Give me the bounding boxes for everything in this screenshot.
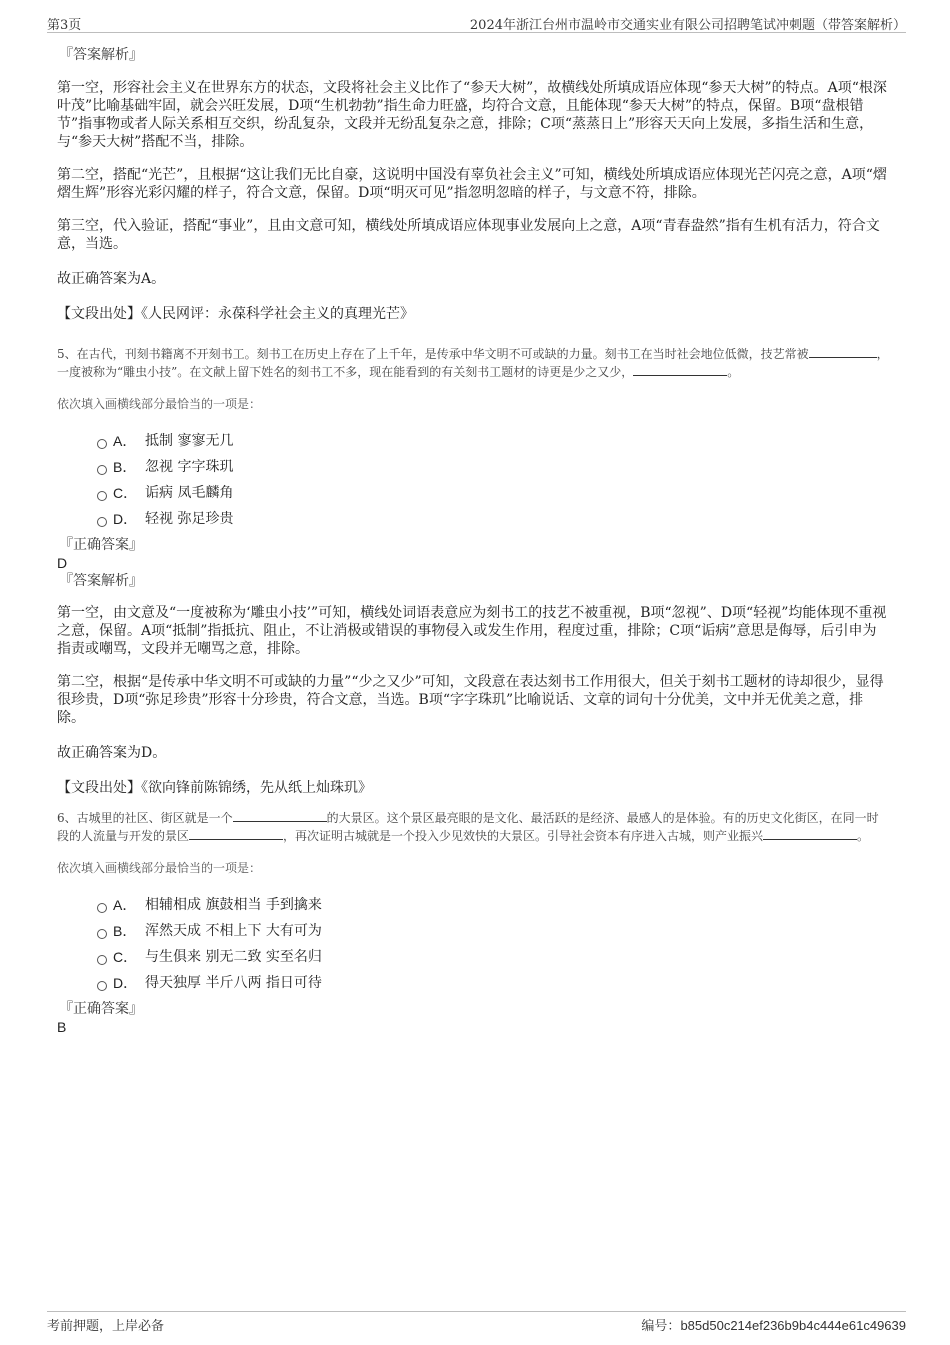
- radio-button[interactable]: [97, 517, 107, 527]
- page-number: 第3页: [47, 18, 82, 33]
- options-list: [57, 894, 889, 998]
- options-list: [57, 430, 889, 534]
- page-footer: [47, 1311, 906, 1334]
- question-text: 5、在古代，刊刻书籍离不开刻书工。刻书工在历史上存在了上千年，是传承中华文明不可或缺的力量。刻书工在当时社会地位低微，技艺常被: [57, 347, 809, 361]
- question-text: 。: [857, 829, 870, 843]
- analysis-paragraph: 第二空，搭配“光芒”，且根据“这让我们无比自豪，这说明中国没有辜负社会主义”可知，横线处所填成语应体现光芒闪亮之意，A项“熠熠生辉”形容光彩闪耀的样子，符合文意，保留。D项“明灭可见”指忽明忽暗的样子，与文意不符，排除。: [57, 167, 887, 201]
- option-text: 轻视 弥足珍贵: [145, 511, 234, 527]
- correct-answer-label: 『正确答案』: [59, 537, 143, 553]
- passage-source: 【文段出处】《欲向锋前陈锦绣，先从纸上灿珠玑》: [57, 780, 372, 796]
- option-b[interactable]: [57, 456, 889, 482]
- option-letter: B．: [113, 923, 137, 939]
- option-c[interactable]: [57, 946, 889, 972]
- option-text: 得天独厚 半斤八两 指日可待: [145, 975, 322, 991]
- passage-source: 【文段出处】《人民网评：永葆科学社会主义的真理光芒》: [57, 306, 414, 322]
- option-text: 相辅相成 旗鼓相当 手到擒来: [145, 897, 322, 913]
- radio-button[interactable]: [97, 491, 107, 501]
- option-d[interactable]: [57, 508, 889, 534]
- radio-button[interactable]: [97, 439, 107, 449]
- question-stem: [57, 809, 889, 845]
- option-letter: D．: [113, 975, 138, 991]
- answer-blank: [763, 827, 857, 840]
- radio-button[interactable]: [97, 981, 107, 991]
- option-a[interactable]: [57, 430, 889, 456]
- option-d[interactable]: [57, 972, 889, 998]
- option-letter: A．: [113, 433, 137, 449]
- document-title: 2024年浙江台州市温岭市交通实业有限公司招聘笔试冲刺题（带答案解析）: [469, 18, 906, 33]
- option-text: 忽视 字字珠玑: [145, 459, 234, 475]
- conclusion: 故正确答案为D。: [57, 745, 167, 761]
- question-text: 。: [727, 365, 740, 379]
- question-text: ，一度被称为“雕虫小技”。在文献上留下姓名的刻书工不多，现在能看到的有关刻书工题材的诗更是少之又少，: [57, 347, 889, 379]
- answer-blank: [633, 363, 727, 376]
- option-a[interactable]: [57, 894, 889, 920]
- question-text: ，再次证明古城就是一个投入少见效快的大景区。引导社会资本有序进入古城，则产业振兴: [283, 829, 764, 843]
- correct-answer: B: [57, 1019, 67, 1035]
- option-c[interactable]: [57, 482, 889, 508]
- analysis-label: 『答案解析』: [59, 47, 143, 63]
- analysis-paragraph: 第三空，代入验证，搭配“事业”，且由文意可知，横线处所填成语应体现事业发展向上之意，A项“青春盎然”指有生机有活力，符合文意，当选。: [57, 218, 880, 252]
- radio-button[interactable]: [97, 955, 107, 965]
- option-letter: D．: [113, 511, 138, 527]
- footer-slogan: 考前押题，上岸必备: [47, 1319, 165, 1334]
- answer-blank: [189, 827, 283, 840]
- radio-button[interactable]: [97, 465, 107, 475]
- analysis-paragraph: 第二空，根据“是传承中华文明不可或缺的力量”“少之又少”可知，文段意在表达刻书工作用很大，但关于刻书工题材的诗却很少，显得很珍贵，D项“弥足珍贵”形容十分珍贵，符合文意，当选。B项“字字珠玑”比喻说话、文章的词句十分优美，文中并无优美之意，排除。: [57, 674, 884, 726]
- document-code: [641, 1315, 906, 1334]
- question-prompt: 依次填入画横线部分最恰当的一项是：: [57, 861, 262, 875]
- option-letter: B．: [113, 459, 137, 475]
- option-text: 与生俱来 别无二致 实至名归: [145, 949, 322, 965]
- radio-button[interactable]: [97, 929, 107, 939]
- analysis-paragraph: 第一空，由文意及“一度被称为‘雕虫小技’”可知，横线处词语表意应为刻书工的技艺不被重视，B项“忽视”、D项“轻视”均能体现不重视之意，保留。A项“抵制”指抵抗、阻止，不让消极或错误的事物侵入或发生作用，程度过重，排除；C项“诟病”意思是侮辱，后引申为指责或嘲骂，文段并无嘲骂之意，排除。: [57, 605, 887, 657]
- option-letter: C．: [113, 485, 138, 501]
- conclusion: 故正确答案为A。: [57, 271, 166, 287]
- code-label: 编号：: [641, 1319, 681, 1334]
- question-stem: [57, 345, 889, 381]
- question-text: 的大景区。这个景区最亮眼的是文化、最活跃的是经济、最感人的是体验。有的历史文化街区，在同一时段的人流量与开发的景区: [57, 811, 879, 843]
- code-value: b85d50c214ef236b9b4c444e61c49639: [680, 1318, 906, 1333]
- option-text: 抵制 寥寥无几: [145, 433, 234, 449]
- correct-answer: D: [57, 555, 68, 571]
- analysis-paragraph: 第一空，形容社会主义在世界东方的状态，文段将社会主义比作了“参天大树”，故横线处所填成语应体现“参天大树”的特点。A项“根深叶茂”比喻基础牢固，就会兴旺发展，D项“生机勃勃”指生命力旺盛，均符合文意，且能体现“参天大树”的特点，保留。B项“盘根错节”指事物或者人际关系相互交织，纷乱复杂，文段并无纷乱复杂之意，排除；C项“蒸蒸日上”形容天天向上发展，多指生活和生意，与“参天大树”搭配不当，排除。: [57, 80, 887, 150]
- option-letter: A．: [113, 897, 137, 913]
- question-text: 6、古城里的社区、街区就是一个: [57, 811, 233, 825]
- answer-blank: [809, 345, 877, 358]
- correct-answer-label: 『正确答案』: [59, 1001, 143, 1017]
- question-prompt: 依次填入画横线部分最恰当的一项是：: [57, 397, 262, 411]
- option-text: 诟病 凤毛麟角: [145, 485, 234, 501]
- option-b[interactable]: [57, 920, 889, 946]
- analysis-label: 『答案解析』: [59, 573, 143, 589]
- page-header: [47, 12, 906, 33]
- option-letter: C．: [113, 949, 138, 965]
- answer-blank: [233, 809, 327, 822]
- page-content: [57, 46, 889, 1036]
- option-text: 浑然天成 不相上下 大有可为: [145, 923, 322, 939]
- radio-button[interactable]: [97, 903, 107, 913]
